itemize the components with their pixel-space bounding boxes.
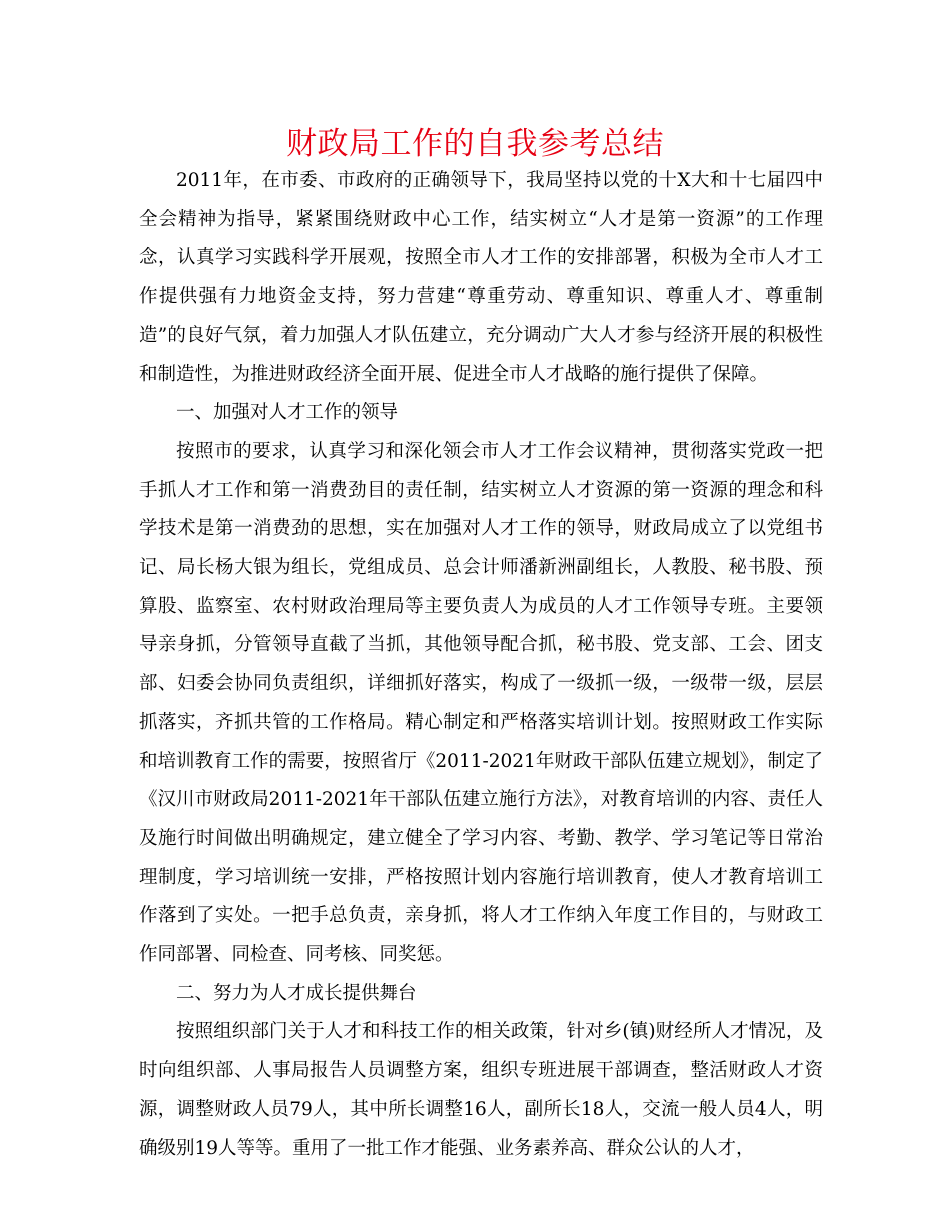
- section-heading-1: 一、加强对人才工作的领导: [176, 402, 399, 424]
- section-heading-2: 二、努力为人才成长提供舞台: [176, 982, 417, 1004]
- paragraph-intro: 2011年，在市委、市政府的正确领导下，我局坚持以党的十X大和十七届四中全会精神为指导，紧紧围绕财政中心工作，结实树立“人才是第一资源”的工作理念，认真学习实践科学开展观，按照全市人才工作的安排部署，积极为全市人才工作提供强有力地资金支持，努力营建“尊重劳动、尊重知识、尊重人才、尊重制造”的良好气氛，着力加强人才队伍建立，充分调动广大人才参与经济开展的积极性和制造性，为推进财政经济全面开展、促进全市人才战略的施行提供了保障。: [139, 170, 823, 385]
- paragraph-section-1: 按照市的要求，认真学习和深化领会市人才工作会议精神，贯彻落实党政一把手抓人才工作和第一消费劲目的责任制，结实树立人才资源的第一资源的理念和科学技术是第一消费劲的思想，实在加强对人才工作的领导，财政局成立了以党组书记、局长杨大银为组长，党组成员、总会计师潘新洲副组长，人教股、秘书股、预算股、监察室、农村财政治理局等主要负责人为成员的人才工作领导专班。主要领导亲身抓，分管领导直截了当抓，其他领导配合抓，秘书股、党支部、工会、团支部、妇委会协同负责组织，详细抓好落实，构成了一级抓一级，一级带一级，层层抓落实，齐抓共管的工作格局。精心制定和严格落实培训计划。按照财政工作实际和培训教育工作的需要，按照省厅《2011-2021年财政干部队伍建立规划》，制定了《汉川市财政局2011-2021年干部队伍建立施行方法》，对教育培训的内容、责任人及施行时间做出明确规定，建立健全了学习内容、考勤、教学、学习笔记等日常治理制度，学习培训统一安排，严格按照计划内容施行培训教育，使人才教育培训工作落到了实处。一把手总负责，亲身抓，将人才工作纳入年度工作目的，与财政工作同部署、同检查、同考核、同奖惩。: [139, 440, 823, 966]
- paragraph-section-2: 按照组织部门关于人才和科技工作的相关政策，针对乡(镇)财经所人才情况，及时向组织部、人事局报告人员调整方案，组织专班进展干部调查，整活财政人才资源，调整财政人员79人，其中所长调整16人，副所长18人，交流一般人员4人，明确级别19人等等。重用了一批工作才能强、业务素养高、群众公认的人才，: [139, 1021, 823, 1159]
- document-title: 财政局工作的自我参考总结: [286, 126, 664, 162]
- document-body: [139, 162, 823, 1168]
